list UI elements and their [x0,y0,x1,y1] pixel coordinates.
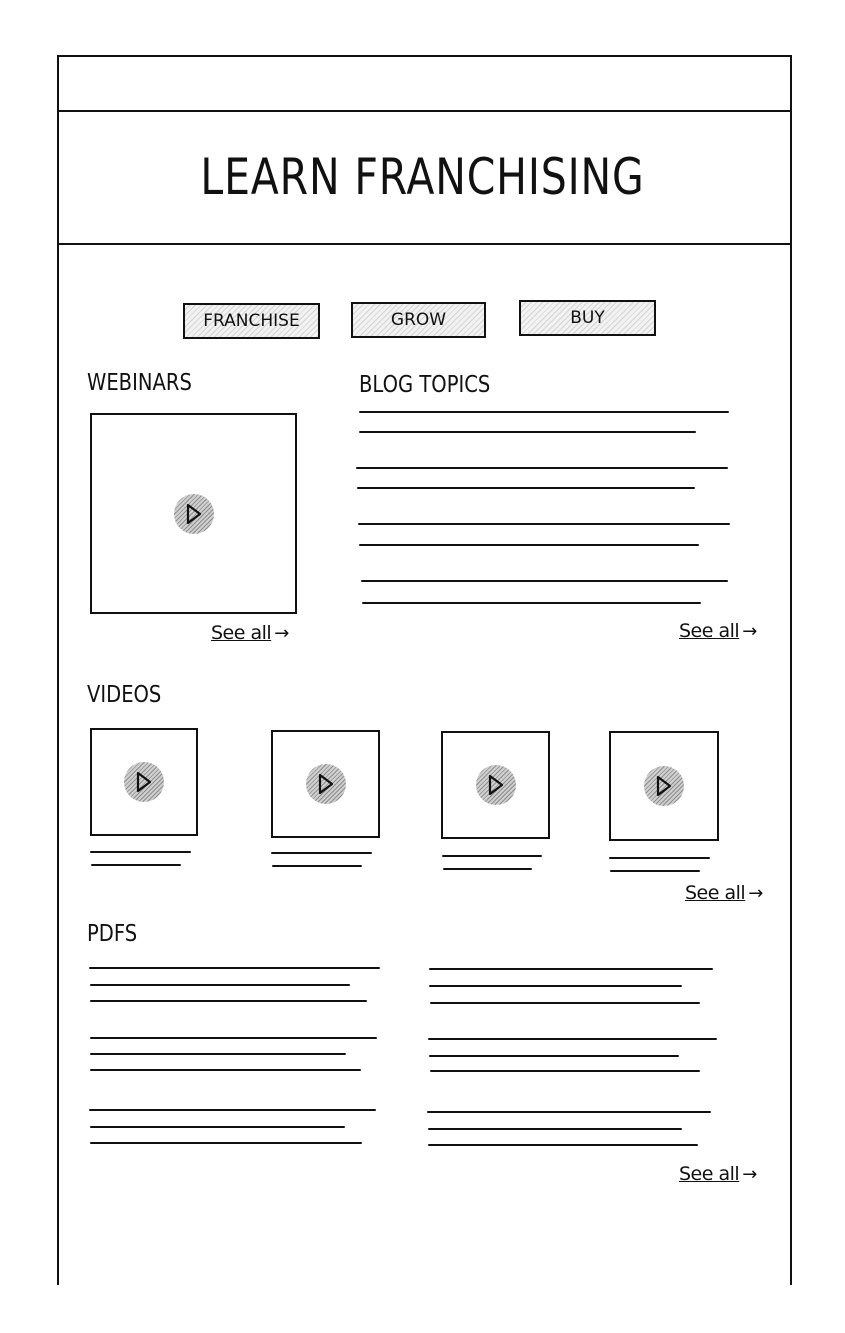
webinars-see-all-link[interactable] [211,622,289,644]
pdf-line[interactable] [89,967,380,969]
buy-button[interactable]: BUY [519,300,656,336]
grow-button[interactable]: GROW [351,302,486,338]
webinar-thumbnail[interactable] [90,413,297,614]
see-all-label: See all [679,1163,740,1185]
video-thumbnail[interactable] [90,728,198,836]
top-bar-divider [57,110,792,112]
page-title: LEARN FRANCHISING [200,148,645,206]
pdfs-heading: PDFS [87,921,138,947]
pdf-line[interactable] [428,1128,682,1130]
blog-topics-heading: BLOG TOPICS [359,372,491,398]
webinars-heading: WEBINARS [87,370,192,396]
video-caption-line[interactable] [271,852,372,854]
videos-heading: VIDEOS [87,682,162,708]
arrow-right-icon: → [274,623,289,644]
pdf-line[interactable] [429,968,713,970]
blog-topic-line[interactable] [356,467,728,469]
video-caption-line[interactable] [442,855,542,857]
blog-topic-line[interactable] [357,487,695,489]
blog-see-all-link[interactable] [679,620,757,642]
video-caption-line[interactable] [91,864,181,866]
pdf-line[interactable] [90,1126,345,1128]
page-frame [57,55,792,1285]
pdf-line[interactable] [429,985,682,987]
pdf-line[interactable] [90,1037,377,1039]
pdf-line[interactable] [428,1038,717,1040]
pdfs-see-all-link[interactable] [679,1163,757,1185]
play-icon[interactable] [174,494,214,534]
video-thumbnail[interactable] [609,731,719,841]
play-icon[interactable] [124,762,164,802]
see-all-label: See all [679,620,740,642]
video-caption-line[interactable] [609,857,710,859]
blog-topic-line[interactable] [359,431,696,433]
pdf-line[interactable] [90,1142,362,1144]
pdf-line[interactable] [428,1144,698,1146]
play-icon[interactable] [306,764,346,804]
header-divider [57,243,792,245]
pdf-line[interactable] [430,1070,700,1072]
arrow-right-icon: → [748,883,763,904]
play-icon[interactable] [644,766,684,806]
video-thumbnail[interactable] [441,731,550,839]
video-thumbnail[interactable] [271,730,380,838]
video-caption-line[interactable] [443,868,532,870]
pdf-line[interactable] [427,1111,711,1113]
see-all-label: See all [685,882,746,904]
video-caption-line[interactable] [610,870,700,872]
pdf-line[interactable] [90,984,350,986]
pdf-line[interactable] [429,1055,679,1057]
see-all-label: See all [211,622,272,644]
video-caption-line[interactable] [272,865,362,867]
video-caption-line[interactable] [90,851,191,853]
arrow-right-icon: → [742,1164,757,1185]
pdf-line[interactable] [90,1069,361,1071]
blog-topic-line[interactable] [361,580,728,582]
videos-see-all-link[interactable] [685,882,763,904]
play-icon[interactable] [476,765,516,805]
blog-topic-line[interactable] [362,602,701,604]
pdf-line[interactable] [89,1109,376,1111]
blog-topic-line[interactable] [359,544,699,546]
pdf-line[interactable] [430,1002,700,1004]
pdf-line[interactable] [90,1053,346,1055]
blog-topic-line[interactable] [358,523,730,525]
blog-topic-line[interactable] [359,411,729,413]
pdf-line[interactable] [90,1000,367,1002]
arrow-right-icon: → [742,621,757,642]
franchise-button[interactable]: FRANCHISE [183,303,320,339]
